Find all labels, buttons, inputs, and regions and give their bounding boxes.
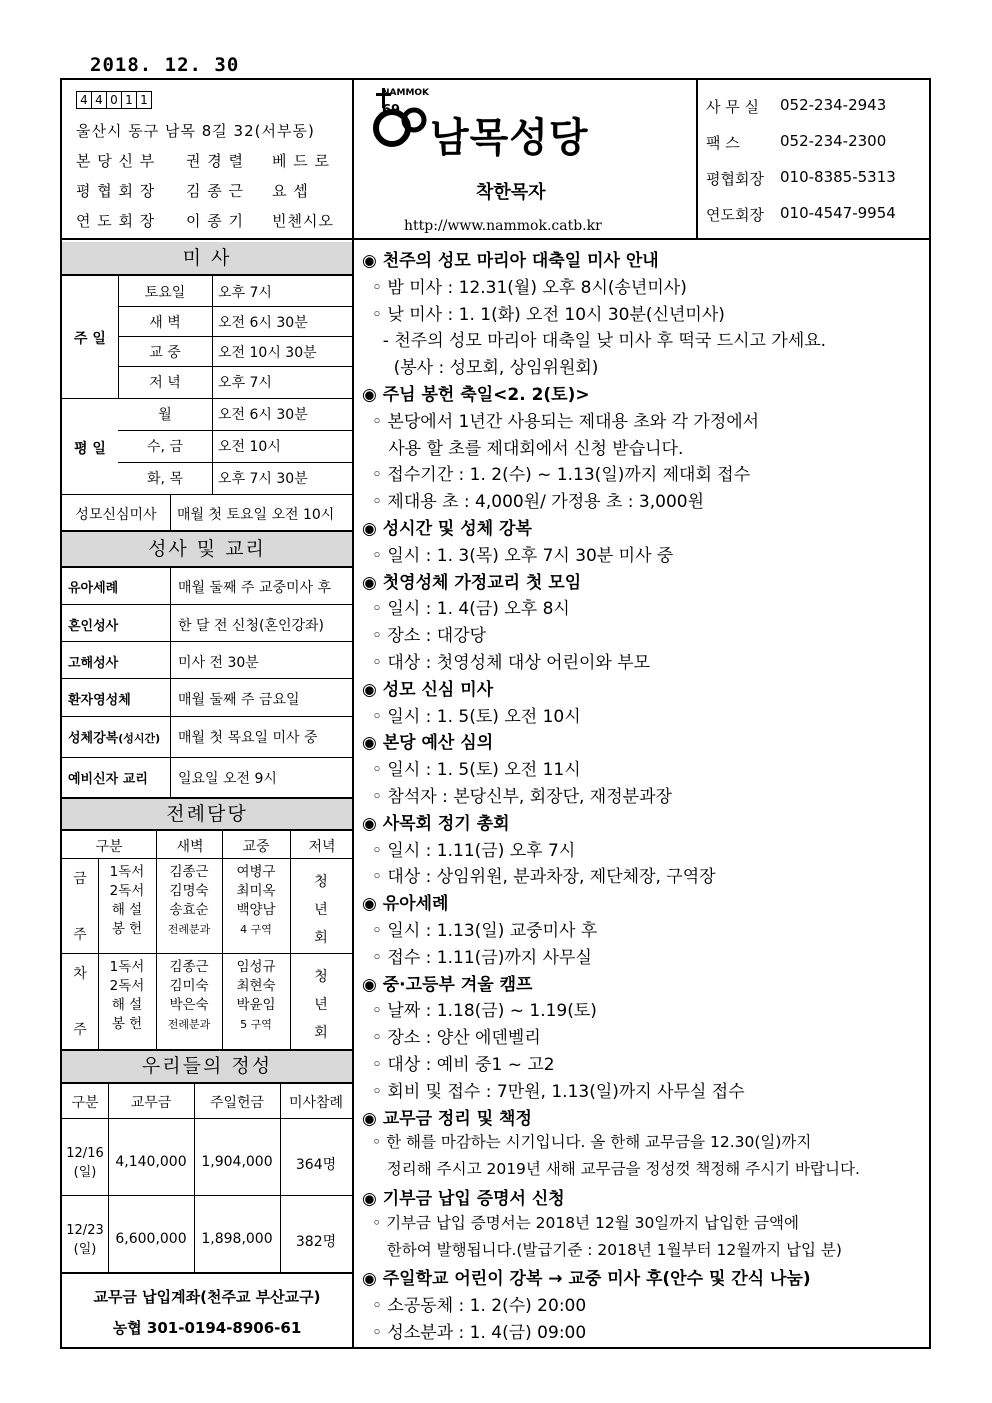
contact-label: 팩 스 [706, 134, 740, 152]
notice-detail: ◦ 제대용 초 : 4,000원/ 가정용 초 : 3,000원 [372, 492, 704, 513]
liturgy-section-title: 전례담당 [62, 799, 352, 829]
sacrament-detail: 일요일 오전 9시 [178, 771, 277, 787]
notice-detail: ◦ 일시 : 1.11(금) 오후 7시 [372, 840, 576, 861]
sacrament-name [68, 689, 131, 708]
offering-date: 12/16 [66, 1146, 104, 1161]
evening-minister: 청 [314, 969, 328, 985]
week-label-top: 금 [73, 871, 87, 887]
main-minister: 최미옥 [236, 883, 276, 899]
evening-minister: 년 [314, 997, 328, 1013]
rule [60, 566, 353, 568]
offering-date-cell [62, 1144, 108, 1182]
staff-name: 권 경 렬 [186, 152, 245, 170]
marian-mass-label: 성모신심미사 [75, 507, 157, 523]
sacrament-name [68, 727, 160, 746]
liturgy-header: 교중 [242, 839, 270, 855]
rule [118, 336, 352, 337]
rule [118, 462, 352, 463]
rule [60, 641, 353, 642]
sacrament-name [68, 768, 148, 787]
rule [60, 494, 353, 495]
evening-minister: 청 [314, 874, 328, 890]
bulletin-name: 착한목자 [476, 182, 546, 203]
notice-heading: ◉ 주님 봉헌 축일<2. 2(토)> [362, 385, 590, 405]
logo-number: 69 [382, 103, 401, 118]
notice-detail: ◦ 밤 미사 : 12.31(월) 오후 8시(송년미사) [372, 277, 687, 298]
main-minister: 최현숙 [236, 978, 276, 994]
notice-heading: ◉ 본당 예산 심의 [362, 733, 494, 754]
mass-day: 토요일 [144, 285, 186, 301]
account-number: 농협 301-0194-8906-61 [112, 1319, 302, 1337]
main-minister-column [222, 863, 290, 939]
sacrament-name-text: 예비신자 교리 [68, 772, 148, 787]
notice-heading: ◉ 중·고등부 겨울 캠프 [362, 974, 533, 995]
offering-collection: 1,904,000 [201, 1154, 273, 1170]
week-label-bottom: 주 [73, 1022, 87, 1038]
rule [170, 566, 171, 797]
sacrament-name-text: 환자영성체 [68, 693, 131, 708]
mass-section-title: 미 사 [62, 242, 352, 274]
rule [60, 274, 353, 276]
evening-minister: 회 [314, 930, 328, 946]
contact-number: 052-234-2943 [780, 96, 887, 114]
rule [60, 1082, 353, 1084]
contact-label: 평협회장 [706, 170, 764, 188]
notice-detail: ◦ 일시 : 1. 5(토) 오전 10시 [372, 706, 581, 727]
sacrament-detail: 한 달 전 신청(혼인강좌) [178, 618, 324, 634]
offering-dues: 4,140,000 [115, 1154, 187, 1170]
mass-day: 새 벽 [149, 315, 181, 331]
mass-day: 수, 금 [147, 439, 183, 455]
notice-heading: ◉ 사목회 정기 총회 [362, 813, 510, 834]
notice-detail: ◦ 날짜 : 1.18(금) ~ 1.19(토) [372, 1001, 597, 1022]
main-minister: 4 구역 [240, 923, 272, 936]
notice-heading: ◉ 성모 신심 미사 [362, 679, 494, 700]
notice-detail: ◦ 장소 : 양산 에덴벨리 [372, 1028, 541, 1049]
offering-header: 미사참례 [288, 1095, 344, 1111]
notice-heading: ◉ 기부금 납입 증명서 신청 [362, 1189, 565, 1209]
mass-time: 오전 6시 30분 [218, 407, 308, 423]
notice-detail: ◦ 대상 : 첫영성체 대상 어린이와 부모 [372, 653, 651, 673]
zip-digit: 4 [91, 91, 107, 109]
notice-detail: ◦ 대상 : 예비 중1 ~ 고2 [372, 1055, 555, 1075]
notice-heading: ◉ 유아세례 [362, 894, 449, 915]
week-label-bottom: 주 [73, 927, 87, 943]
notice-detail: ◦ 회비 및 접수 : 7만원, 1.13(일)까지 사무실 접수 [372, 1081, 745, 1102]
offering-day: (일) [73, 1242, 97, 1257]
liturgy-role: 1독서 [109, 959, 145, 975]
rule [118, 306, 352, 307]
notice-detail: ◦ 한 해를 마감하는 시기입니다. 올 한해 교무금을 12.30(일)까지 [372, 1133, 812, 1152]
notice-detail: 한하여 발행됩니다.(발급기준 : 2018년 1월부터 12월까지 납입 분) [372, 1240, 842, 1259]
church-name: 남목성당 [430, 115, 589, 161]
rule [60, 1272, 353, 1274]
notice-detail: ◦ 일시 : 1. 5(토) 오전 11시 [372, 760, 581, 781]
main-minister: 5 구역 [240, 1018, 272, 1031]
liturgy-role: 2독서 [109, 978, 145, 994]
rule [170, 494, 171, 530]
rule [98, 858, 99, 1050]
rule [108, 1082, 109, 1272]
notice-heading: ◉ 성시간 및 성체 강복 [362, 519, 532, 539]
staff-role: 본 당 신 부 [76, 152, 156, 170]
sacrament-name [68, 615, 118, 634]
rule [60, 1195, 353, 1196]
contact-number: 010-8385-5313 [780, 168, 896, 186]
rule [118, 430, 352, 431]
liturgy-header: 저녁 [308, 839, 336, 855]
offerings-section-title: 우리들의 정성 [62, 1051, 352, 1082]
rule [60, 953, 353, 954]
dawn-minister: 김미숙 [169, 978, 209, 994]
notice-detail: ◦ 일시 : 1. 4(금) 오후 8시 [372, 599, 570, 620]
staff-baptismal-name: 요 셉 [272, 182, 309, 200]
dawn-minister: 김종근 [169, 959, 209, 975]
evening-minister: 회 [314, 1025, 328, 1041]
sacrament-name-sub: (성시간) [118, 732, 161, 745]
main-minister: 백양남 [236, 902, 276, 918]
offering-header: 교무금 [130, 1095, 172, 1111]
offering-header: 주일헌금 [209, 1095, 265, 1111]
dawn-minister: 김종근 [169, 864, 209, 880]
notice-detail: ◦ 일시 : 1.13(일) 교중미사 후 [372, 921, 598, 941]
mass-day: 저 녁 [149, 375, 181, 391]
weekday-label: 평 일 [74, 441, 106, 457]
rule [156, 829, 157, 1050]
dawn-minister: 송효순 [169, 902, 209, 918]
mass-day: 월 [158, 407, 172, 423]
zip-digit: 1 [136, 91, 152, 109]
liturgy-header: 새벽 [176, 839, 204, 855]
rule [60, 858, 353, 859]
sacrament-name-text: 성체강복 [68, 731, 119, 746]
mass-time: 오전 6시 30분 [218, 315, 308, 331]
sacrament-name-text: 혼인성사 [68, 619, 119, 634]
rule [60, 604, 353, 605]
notice-detail: ◦ 접수기간 : 1. 2(수) ~ 1.13(일)까지 제대회 접수 [372, 465, 751, 486]
rule [60, 1118, 353, 1119]
liturgy-role-column [98, 958, 156, 1034]
notice-detail: 사용 할 초를 제대회에서 신청 받습니다. [372, 438, 684, 459]
marian-mass-time: 매월 첫 토요일 오전 10시 [177, 507, 335, 523]
main-minister: 여병구 [236, 864, 276, 880]
dawn-minister-column [156, 958, 222, 1034]
rule [60, 716, 353, 717]
sacrament-detail: 미사 전 30분 [178, 655, 259, 671]
zip-digit: 1 [121, 91, 137, 109]
notice-detail: ◦ 기부금 납입 증명서는 2018년 12월 30일까지 납입한 금액에 [372, 1213, 799, 1232]
mass-time: 오후 7시 30분 [218, 471, 308, 487]
account-title: 교무금 납입계좌(천주교 부산교구) [93, 1288, 321, 1306]
sacraments-section-title: 성사 및 교리 [62, 532, 352, 566]
notice-detail: ◦ 대상 : 상임위원, 분과차장, 제단체장, 구역장 [372, 867, 716, 888]
dawn-minister: 김명숙 [169, 883, 209, 899]
notice-detail: ◦ 접수 : 1.11(금)까지 사무실 [372, 947, 592, 968]
liturgy-header: 구분 [95, 839, 123, 855]
church-address: 울산시 동구 남목 8길 32(서부동) [76, 122, 315, 140]
contact-label: 연도회장 [706, 206, 764, 224]
staff-baptismal-name: 빈첸시오 [272, 212, 334, 230]
logo-small-text: NAMMOK [382, 88, 430, 98]
staff-role: 평 협 회 장 [76, 182, 156, 200]
header-divider [696, 78, 698, 240]
offering-collection: 1,898,000 [201, 1231, 273, 1247]
zip-digit: 4 [76, 91, 92, 109]
dawn-minister: 박은숙 [169, 997, 209, 1013]
staff-role: 연 도 회 장 [76, 212, 156, 230]
rule [60, 757, 353, 758]
main-minister-column [222, 958, 290, 1034]
liturgy-role: 2독서 [109, 883, 145, 899]
contact-number: 010-4547-9954 [780, 204, 896, 222]
notice-heading: ◉ 천주의 성모 마리아 대축일 미사 안내 [362, 251, 659, 271]
sacrament-name-text: 유아세례 [68, 581, 119, 596]
mass-time: 오후 7시 [218, 285, 272, 301]
rule [280, 1082, 281, 1272]
notice-detail: ◦ 장소 : 대강당 [372, 626, 487, 647]
offering-attendance: 364명 [295, 1157, 337, 1173]
offering-attendance: 382명 [295, 1234, 337, 1250]
rule [118, 366, 352, 367]
header-bottom-rule [60, 238, 931, 240]
rule [60, 678, 353, 679]
notice-detail: - 천주의 성모 마리아 대축일 낮 미사 후 떡국 드시고 가세요. [372, 331, 827, 352]
offering-dues: 6,600,000 [115, 1231, 187, 1247]
staff-baptismal-name: 베 드 로 [272, 152, 331, 170]
notice-detail: (봉사 : 성모회, 상임위원회) [372, 358, 599, 379]
notice-heading: ◉ 주일학교 어린이 강복 → 교중 미사 후(안수 및 간식 나눔) [362, 1269, 811, 1290]
sacrament-name [68, 577, 118, 596]
liturgy-role-column [98, 863, 156, 939]
rule [222, 829, 223, 1050]
notice-detail: ◦ 낮 미사 : 1. 1(화) 오전 10시 30분(신년미사) [372, 304, 725, 325]
liturgy-role: 해 설 [111, 902, 143, 918]
notice-detail: ◦ 성소분과 : 1. 4(금) 09:00 [372, 1323, 587, 1343]
main-minister: 임성규 [236, 959, 276, 975]
notice-detail: ◦ 본당에서 1년간 사용되는 제대용 초와 각 가정에서 [372, 411, 760, 432]
staff-name: 김 종 근 [186, 182, 245, 200]
column-divider [352, 78, 354, 1349]
sunday-label: 주 일 [74, 331, 106, 347]
offering-header: 구분 [71, 1095, 99, 1111]
dawn-minister: 전례분과 [167, 1018, 211, 1031]
bulletin-date: 2018. 12. 30 [90, 54, 240, 76]
liturgy-role: 1독서 [109, 864, 145, 880]
notice-detail: ◦ 소공동체 : 1. 2(수) 20:00 [372, 1296, 587, 1317]
mass-time: 오후 7시 [218, 375, 272, 391]
notice-heading: ◉ 교무금 정리 및 책정 [362, 1108, 532, 1129]
contact-number: 052-234-2300 [780, 132, 887, 150]
evening-column [290, 963, 352, 1047]
notice-detail: 정리해 주시고 2019년 새해 교무금을 정성껏 책정해 주시기 바랍니다. [372, 1160, 860, 1179]
notice-detail: ◦ 참석자 : 본당신부, 회장단, 재정분과장 [372, 787, 672, 807]
offering-day: (일) [73, 1165, 97, 1180]
liturgy-role: 봉 헌 [111, 921, 143, 937]
rule [290, 829, 291, 1050]
evening-column [290, 868, 352, 952]
sacrament-detail: 매월 둘째 주 교중미사 후 [178, 580, 332, 596]
website-link[interactable]: http://www.nammok.catb.kr [404, 218, 602, 234]
zip-digit: 0 [106, 91, 122, 109]
dawn-minister: 전례분과 [167, 923, 211, 936]
notice-detail: ◦ 일시 : 1. 3(목) 오후 7시 30분 미사 중 [372, 545, 674, 566]
mass-time: 오전 10시 30분 [218, 345, 317, 361]
sacrament-detail: 매월 둘째 주 금요일 [178, 692, 300, 708]
offering-date: 12/23 [66, 1223, 104, 1238]
rule [60, 398, 353, 399]
main-minister: 박윤임 [236, 997, 276, 1013]
mass-day: 교 중 [149, 345, 181, 361]
rule [118, 276, 119, 398]
sacrament-name-text: 고해성사 [68, 656, 119, 671]
offering-date-cell [62, 1221, 108, 1259]
dawn-minister-column [156, 863, 222, 939]
notice-heading: ◉ 첫영성체 가정교리 첫 모임 [362, 572, 582, 593]
sacrament-name [68, 652, 118, 671]
zip-code [76, 91, 151, 109]
rule [194, 1082, 195, 1272]
liturgy-role: 해 설 [111, 997, 143, 1013]
staff-name: 이 종 기 [186, 212, 245, 230]
mass-day: 화, 목 [147, 471, 183, 487]
evening-minister: 년 [314, 902, 328, 918]
liturgy-role: 봉 헌 [111, 1016, 143, 1032]
week-label-top: 차 [73, 966, 87, 982]
mass-time: 오전 10시 [218, 439, 281, 455]
contact-label: 사 무 실 [706, 98, 760, 116]
rule [60, 829, 353, 831]
sacrament-detail: 매월 첫 목요일 미사 중 [178, 730, 318, 746]
